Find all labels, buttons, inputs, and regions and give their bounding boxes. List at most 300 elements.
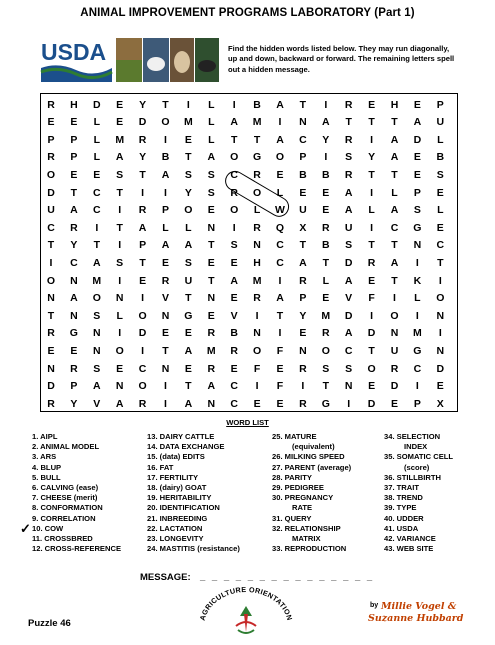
grid-letter[interactable]: A bbox=[70, 292, 78, 305]
grid-letter[interactable]: N bbox=[207, 292, 216, 305]
grid-letter[interactable]: P bbox=[413, 397, 421, 410]
grid-letter[interactable]: I bbox=[370, 133, 374, 146]
grid-letter[interactable]: I bbox=[186, 98, 190, 111]
grid-letter[interactable]: F bbox=[368, 292, 375, 305]
grid-letter[interactable]: D bbox=[413, 133, 422, 146]
grid-letter[interactable]: E bbox=[207, 309, 215, 322]
grid-letter[interactable]: I bbox=[278, 116, 282, 129]
grid-letter[interactable]: A bbox=[344, 204, 353, 217]
grid-letter[interactable]: I bbox=[438, 274, 442, 287]
grid-letter[interactable]: S bbox=[345, 362, 353, 375]
grid-letter[interactable]: A bbox=[207, 151, 216, 164]
grid-letter[interactable]: I bbox=[415, 309, 419, 322]
grid-letter[interactable]: X bbox=[299, 221, 307, 234]
grid-letter[interactable]: C bbox=[70, 256, 78, 269]
grid-letter[interactable]: I bbox=[118, 239, 122, 252]
grid-letter[interactable]: E bbox=[139, 274, 147, 287]
grid-letter[interactable]: R bbox=[47, 327, 55, 340]
grid-letter[interactable]: V bbox=[93, 397, 101, 410]
grid-letter[interactable]: G bbox=[413, 221, 422, 234]
grid-letter[interactable]: R bbox=[322, 221, 330, 234]
grid-letter[interactable]: R bbox=[207, 362, 216, 375]
grid-letter[interactable]: U bbox=[436, 116, 445, 129]
grid-letter[interactable]: S bbox=[116, 256, 124, 269]
grid-letter[interactable]: B bbox=[322, 168, 330, 181]
grid-letter[interactable]: U bbox=[299, 204, 307, 217]
grid-letter[interactable]: C bbox=[47, 221, 55, 234]
grid-letter[interactable]: N bbox=[436, 344, 445, 357]
grid-letter[interactable]: O bbox=[138, 380, 147, 393]
grid-letter[interactable]: M bbox=[252, 116, 262, 129]
grid-letter[interactable]: M bbox=[115, 133, 125, 146]
grid-letter[interactable]: Y bbox=[139, 98, 147, 111]
grid-letter[interactable]: I bbox=[438, 327, 442, 340]
grid-letter[interactable]: U bbox=[47, 204, 55, 217]
grid-letter[interactable]: R bbox=[299, 362, 307, 375]
grid-letter[interactable]: A bbox=[70, 204, 78, 217]
grid-letter[interactable]: L bbox=[162, 221, 169, 234]
grid-letter[interactable]: C bbox=[93, 204, 101, 217]
grid-letter[interactable]: B bbox=[436, 151, 445, 164]
grid-letter[interactable]: L bbox=[208, 116, 215, 129]
grid-letter[interactable]: I bbox=[141, 186, 145, 199]
grid-letter[interactable]: I bbox=[118, 327, 122, 340]
grid-letter[interactable]: E bbox=[276, 168, 284, 181]
grid-letter[interactable]: P bbox=[70, 380, 78, 393]
message-blanks[interactable]: _ _ _ _ _ _ _ _ _ _ _ _ _ _ _ bbox=[200, 572, 375, 583]
grid-letter[interactable]: Y bbox=[322, 133, 330, 146]
grid-letter[interactable]: I bbox=[370, 309, 374, 322]
grid-letter[interactable]: R bbox=[253, 168, 261, 181]
grid-letter[interactable]: T bbox=[162, 344, 169, 357]
grid-letter[interactable]: H bbox=[390, 98, 399, 111]
grid-letter[interactable]: X bbox=[436, 397, 444, 410]
grid-letter[interactable]: M bbox=[184, 116, 193, 129]
grid-letter[interactable]: C bbox=[230, 168, 238, 181]
grid-letter[interactable]: E bbox=[161, 327, 169, 340]
grid-letter[interactable]: L bbox=[93, 151, 100, 164]
grid-letter[interactable]: L bbox=[391, 186, 398, 199]
grid-letter[interactable]: S bbox=[230, 239, 238, 252]
grid-letter[interactable]: R bbox=[367, 256, 376, 269]
grid-letter[interactable]: E bbox=[230, 256, 238, 269]
grid-letter[interactable]: R bbox=[253, 221, 261, 234]
grid-letter[interactable]: S bbox=[436, 168, 444, 181]
grid-letter[interactable]: C bbox=[390, 221, 399, 234]
grid-letter[interactable]: A bbox=[390, 204, 399, 217]
grid-letter[interactable]: T bbox=[47, 239, 55, 252]
grid-letter[interactable]: G bbox=[184, 309, 193, 322]
grid-letter[interactable]: N bbox=[93, 344, 101, 357]
grid-letter[interactable]: F bbox=[276, 344, 284, 357]
grid-letter[interactable]: E bbox=[184, 362, 192, 375]
grid-letter[interactable]: R bbox=[344, 168, 353, 181]
grid-letter[interactable]: N bbox=[207, 221, 216, 234]
grid-letter[interactable]: S bbox=[93, 362, 101, 375]
grid-letter[interactable]: A bbox=[184, 344, 193, 357]
grid-letter[interactable]: R bbox=[138, 204, 147, 217]
grid-letter[interactable]: H bbox=[253, 256, 261, 269]
grid-letter[interactable]: R bbox=[161, 274, 170, 287]
grid-letter[interactable]: E bbox=[47, 116, 55, 129]
grid-letter[interactable]: I bbox=[232, 221, 236, 234]
grid-letter[interactable]: O bbox=[115, 344, 124, 357]
grid-letter[interactable]: V bbox=[161, 292, 169, 305]
grid-letter[interactable]: K bbox=[413, 274, 422, 287]
grid-letter[interactable]: N bbox=[93, 327, 101, 340]
grid-letter[interactable]: I bbox=[278, 274, 282, 287]
grid-letter[interactable]: L bbox=[276, 186, 284, 199]
grid-letter[interactable]: O bbox=[321, 344, 330, 357]
grid-letter[interactable]: C bbox=[413, 362, 422, 375]
grid-letter[interactable]: T bbox=[368, 239, 375, 252]
grid-letter[interactable]: E bbox=[230, 362, 238, 375]
grid-letter[interactable]: R bbox=[47, 151, 55, 164]
grid-letter[interactable]: T bbox=[368, 168, 375, 181]
grid-letter[interactable]: I bbox=[255, 309, 259, 322]
grid-letter[interactable]: R bbox=[230, 186, 238, 199]
grid-letter[interactable]: A bbox=[230, 274, 238, 287]
grid-letter[interactable]: O bbox=[46, 274, 56, 287]
grid-letter[interactable]: S bbox=[322, 362, 330, 375]
grid-letter[interactable]: I bbox=[370, 186, 374, 199]
grid-letter[interactable]: N bbox=[47, 292, 55, 305]
grid-letter[interactable]: S bbox=[184, 256, 192, 269]
grid-letter[interactable]: A bbox=[344, 327, 353, 340]
grid-letter[interactable]: A bbox=[138, 221, 147, 234]
grid-letter[interactable]: E bbox=[322, 186, 330, 199]
grid-letter[interactable]: T bbox=[299, 98, 307, 111]
grid-letter[interactable]: O bbox=[275, 151, 285, 164]
grid-letter[interactable]: R bbox=[47, 397, 55, 410]
grid-letter[interactable]: I bbox=[164, 397, 167, 410]
grid-letter[interactable]: P bbox=[70, 151, 78, 164]
grid-letter[interactable]: I bbox=[415, 380, 419, 393]
grid-letter[interactable]: E bbox=[413, 168, 421, 181]
grid-letter[interactable]: E bbox=[70, 344, 78, 357]
grid-letter[interactable]: D bbox=[93, 98, 101, 111]
grid-letter[interactable]: D bbox=[138, 116, 147, 129]
grid-letter[interactable]: R bbox=[344, 98, 353, 111]
grid-letter[interactable]: I bbox=[278, 327, 282, 340]
grid-letter[interactable]: Y bbox=[299, 309, 307, 322]
grid-letter[interactable]: B bbox=[299, 168, 307, 181]
grid-letter[interactable]: R bbox=[138, 397, 147, 410]
grid-letter[interactable]: A bbox=[207, 380, 216, 393]
grid-letter[interactable]: M bbox=[252, 274, 262, 287]
grid-letter[interactable]: D bbox=[390, 380, 399, 393]
grid-letter[interactable]: I bbox=[324, 151, 328, 164]
grid-letter[interactable]: T bbox=[116, 221, 123, 234]
grid-letter[interactable]: C bbox=[230, 380, 238, 393]
grid-letter[interactable]: T bbox=[47, 309, 55, 322]
grid-letter[interactable]: R bbox=[70, 221, 78, 234]
grid-letter[interactable]: N bbox=[161, 362, 170, 375]
grid-letter[interactable]: C bbox=[276, 256, 284, 269]
grid-letter[interactable]: A bbox=[115, 151, 124, 164]
grid-letter[interactable]: D bbox=[367, 327, 376, 340]
grid-letter[interactable]: I bbox=[118, 204, 122, 217]
grid-letter[interactable]: A bbox=[161, 168, 170, 181]
grid-letter[interactable]: T bbox=[391, 168, 398, 181]
grid-letter[interactable]: E bbox=[413, 98, 421, 111]
grid-letter[interactable]: L bbox=[437, 133, 444, 146]
grid-letter[interactable]: E bbox=[322, 204, 330, 217]
grid-letter[interactable]: E bbox=[230, 292, 238, 305]
grid-letter[interactable]: A bbox=[390, 256, 399, 269]
grid-letter[interactable]: A bbox=[93, 380, 101, 393]
grid-letter[interactable]: A bbox=[93, 256, 101, 269]
grid-letter[interactable]: B bbox=[230, 327, 238, 340]
grid-letter[interactable]: T bbox=[391, 274, 398, 287]
grid-letter[interactable]: I bbox=[95, 221, 99, 234]
grid-letter[interactable]: I bbox=[301, 380, 305, 393]
grid-letter[interactable]: O bbox=[138, 309, 147, 322]
grid-letter[interactable]: O bbox=[390, 309, 399, 322]
grid-letter[interactable]: P bbox=[139, 239, 147, 252]
grid-letter[interactable]: G bbox=[321, 397, 330, 410]
grid-letter[interactable]: N bbox=[344, 380, 353, 393]
grid-letter[interactable]: H bbox=[70, 98, 78, 111]
grid-letter[interactable]: U bbox=[344, 221, 353, 234]
grid-letter[interactable]: M bbox=[206, 344, 216, 357]
grid-letter[interactable]: A bbox=[344, 186, 353, 199]
grid-letter[interactable]: E bbox=[368, 380, 376, 393]
grid-letter[interactable]: C bbox=[436, 239, 445, 252]
grid-letter[interactable]: E bbox=[93, 168, 101, 181]
grid-letter[interactable]: N bbox=[115, 292, 124, 305]
grid-letter[interactable]: R bbox=[230, 344, 238, 357]
grid-letter[interactable]: I bbox=[324, 98, 328, 111]
grid-letter[interactable]: G bbox=[413, 344, 422, 357]
grid-letter[interactable]: I bbox=[415, 256, 419, 269]
grid-letter[interactable]: O bbox=[230, 151, 239, 164]
grid-letter[interactable]: Y bbox=[70, 239, 78, 252]
grid-letter[interactable]: L bbox=[208, 133, 215, 146]
grid-letter[interactable]: A bbox=[276, 292, 284, 305]
grid-letter[interactable]: N bbox=[413, 239, 422, 252]
grid-letter[interactable]: E bbox=[184, 327, 192, 340]
grid-letter[interactable]: N bbox=[299, 116, 307, 129]
grid-letter[interactable]: T bbox=[208, 274, 215, 287]
grid-letter[interactable]: Y bbox=[139, 151, 147, 164]
grid-letter[interactable]: E bbox=[276, 397, 284, 410]
grid-letter[interactable]: O bbox=[436, 292, 445, 305]
grid-letter[interactable]: S bbox=[184, 168, 192, 181]
grid-letter[interactable]: D bbox=[47, 380, 55, 393]
grid-letter[interactable]: I bbox=[118, 274, 122, 287]
grid-letter[interactable]: I bbox=[141, 292, 145, 305]
grid-letter[interactable]: P bbox=[436, 98, 444, 111]
grid-letter[interactable]: E bbox=[436, 380, 444, 393]
grid-letter[interactable]: E bbox=[299, 327, 307, 340]
grid-letter[interactable]: T bbox=[185, 292, 192, 305]
grid-letter[interactable]: N bbox=[253, 327, 261, 340]
grid-letter[interactable]: E bbox=[253, 397, 261, 410]
grid-letter[interactable]: T bbox=[185, 151, 192, 164]
grid-letter[interactable]: E bbox=[207, 204, 215, 217]
grid-letter[interactable]: A bbox=[230, 116, 238, 129]
grid-letter[interactable]: T bbox=[437, 256, 444, 269]
grid-letter[interactable]: N bbox=[299, 344, 307, 357]
grid-letter[interactable]: D bbox=[344, 256, 353, 269]
grid-letter[interactable]: P bbox=[70, 133, 78, 146]
grid-letter[interactable]: N bbox=[161, 309, 170, 322]
grid-letter[interactable]: R bbox=[70, 362, 78, 375]
grid-letter[interactable]: T bbox=[70, 186, 78, 199]
grid-letter[interactable]: A bbox=[390, 151, 399, 164]
grid-letter[interactable]: N bbox=[115, 380, 124, 393]
grid-letter[interactable]: B bbox=[322, 239, 330, 252]
grid-letter[interactable]: D bbox=[138, 327, 147, 340]
grid-letter[interactable]: I bbox=[347, 397, 351, 410]
grid-letter[interactable]: U bbox=[184, 274, 193, 287]
grid-letter[interactable]: E bbox=[368, 98, 376, 111]
grid-letter[interactable]: Q bbox=[275, 221, 285, 234]
grid-letter[interactable]: O bbox=[230, 204, 239, 217]
grid-letter[interactable]: G bbox=[253, 151, 262, 164]
grid-letter[interactable]: A bbox=[322, 116, 330, 129]
grid-letter[interactable]: I bbox=[164, 380, 167, 393]
grid-letter[interactable]: C bbox=[299, 133, 307, 146]
grid-letter[interactable]: E bbox=[436, 186, 444, 199]
grid-letter[interactable]: T bbox=[391, 239, 398, 252]
grid-letter[interactable]: O bbox=[184, 204, 193, 217]
grid-letter[interactable]: M bbox=[321, 309, 331, 322]
grid-letter[interactable]: T bbox=[322, 380, 329, 393]
grid-letter[interactable]: E bbox=[413, 151, 421, 164]
grid-letter[interactable]: R bbox=[253, 292, 261, 305]
grid-letter[interactable]: S bbox=[207, 186, 215, 199]
grid-letter[interactable]: E bbox=[161, 256, 169, 269]
grid-letter[interactable]: O bbox=[161, 116, 170, 129]
grid-letter[interactable]: V bbox=[230, 309, 238, 322]
grid-letter[interactable]: O bbox=[253, 344, 262, 357]
grid-letter[interactable]: E bbox=[116, 116, 124, 129]
grid-letter[interactable]: I bbox=[164, 186, 167, 199]
grid-letter[interactable]: R bbox=[390, 362, 399, 375]
grid-letter[interactable]: T bbox=[185, 380, 192, 393]
grid-letter[interactable]: L bbox=[414, 292, 421, 305]
grid-letter[interactable]: A bbox=[161, 239, 170, 252]
grid-letter[interactable]: S bbox=[207, 168, 215, 181]
grid-letter[interactable]: T bbox=[162, 98, 169, 111]
grid-letter[interactable]: E bbox=[322, 292, 330, 305]
grid-letter[interactable]: R bbox=[299, 397, 307, 410]
grid-letter[interactable]: E bbox=[70, 116, 78, 129]
grid-letter[interactable]: T bbox=[345, 116, 352, 129]
grid-letter[interactable]: E bbox=[116, 362, 124, 375]
grid-letter[interactable]: N bbox=[47, 362, 55, 375]
grid-letter[interactable]: N bbox=[390, 327, 399, 340]
grid-letter[interactable]: R bbox=[138, 133, 147, 146]
grid-letter[interactable]: A bbox=[276, 98, 284, 111]
grid-letter[interactable]: O bbox=[92, 292, 101, 305]
grid-letter[interactable]: E bbox=[47, 344, 55, 357]
grid-letter[interactable]: C bbox=[93, 186, 101, 199]
grid-letter[interactable]: N bbox=[70, 309, 78, 322]
grid-letter[interactable]: A bbox=[413, 116, 422, 129]
grid-letter[interactable]: I bbox=[255, 380, 259, 393]
grid-letter[interactable]: A bbox=[299, 256, 307, 269]
grid-letter[interactable]: F bbox=[276, 380, 284, 393]
grid-letter[interactable]: T bbox=[139, 256, 146, 269]
grid-letter[interactable]: E bbox=[436, 221, 444, 234]
grid-letter[interactable]: N bbox=[436, 309, 445, 322]
grid-letter[interactable]: T bbox=[208, 239, 215, 252]
grid-letter[interactable]: I bbox=[370, 221, 374, 234]
grid-letter[interactable]: P bbox=[413, 186, 421, 199]
grid-letter[interactable]: E bbox=[184, 133, 192, 146]
grid-letter[interactable]: C bbox=[344, 344, 353, 357]
grid-letter[interactable]: T bbox=[139, 168, 146, 181]
grid-letter[interactable]: V bbox=[345, 292, 353, 305]
grid-letter[interactable]: T bbox=[253, 133, 261, 146]
grid-letter[interactable]: S bbox=[345, 239, 353, 252]
grid-letter[interactable]: R bbox=[322, 327, 330, 340]
grid-letter[interactable]: M bbox=[92, 274, 102, 287]
grid-letter[interactable]: E bbox=[70, 168, 78, 181]
grid-letter[interactable]: O bbox=[367, 362, 376, 375]
grid-letter[interactable]: O bbox=[46, 168, 56, 181]
grid-letter[interactable]: D bbox=[47, 186, 55, 199]
grid-letter[interactable]: C bbox=[138, 362, 147, 375]
grid-letter[interactable]: I bbox=[232, 98, 236, 111]
grid-letter[interactable]: Y bbox=[184, 186, 192, 199]
grid-letter[interactable]: U bbox=[390, 344, 399, 357]
grid-letter[interactable]: L bbox=[93, 116, 100, 129]
grid-letter[interactable]: T bbox=[368, 344, 375, 357]
grid-letter[interactable]: B bbox=[253, 98, 261, 111]
grid-letter[interactable]: T bbox=[299, 239, 307, 252]
grid-letter[interactable]: D bbox=[436, 362, 445, 375]
grid-letter[interactable]: I bbox=[141, 344, 145, 357]
grid-letter[interactable]: L bbox=[116, 309, 123, 322]
grid-letter[interactable]: T bbox=[116, 186, 123, 199]
grid-letter[interactable]: L bbox=[253, 204, 261, 217]
grid-letter[interactable]: E bbox=[368, 274, 376, 287]
grid-letter[interactable]: R bbox=[47, 98, 55, 111]
grid-letter[interactable]: P bbox=[161, 204, 169, 217]
grid-letter[interactable]: I bbox=[393, 292, 396, 305]
grid-letter[interactable]: T bbox=[93, 239, 100, 252]
grid-letter[interactable]: R bbox=[299, 274, 307, 287]
grid-letter[interactable]: F bbox=[253, 362, 261, 375]
grid-letter[interactable]: T bbox=[322, 256, 329, 269]
grid-letter[interactable]: N bbox=[253, 239, 261, 252]
grid-letter[interactable]: Y bbox=[368, 151, 376, 164]
grid-letter[interactable]: A bbox=[390, 133, 399, 146]
grid-letter[interactable]: A bbox=[344, 274, 353, 287]
grid-letter[interactable]: E bbox=[276, 362, 284, 375]
grid-letter[interactable]: S bbox=[93, 309, 101, 322]
grid-letter[interactable]: S bbox=[345, 151, 353, 164]
grid-letter[interactable]: A bbox=[184, 397, 193, 410]
grid-letter[interactable]: I bbox=[49, 256, 53, 269]
grid-letter[interactable]: L bbox=[93, 133, 100, 146]
grid-letter[interactable]: E bbox=[207, 256, 215, 269]
grid-letter[interactable]: L bbox=[208, 98, 215, 111]
grid-letter[interactable]: N bbox=[70, 274, 78, 287]
grid-letter[interactable]: P bbox=[47, 133, 55, 146]
grid-letter[interactable]: R bbox=[207, 327, 216, 340]
grid-letter[interactable]: W bbox=[275, 204, 285, 217]
grid-letter[interactable]: L bbox=[437, 204, 444, 217]
grid-letter[interactable]: P bbox=[299, 151, 307, 164]
grid-letter[interactable]: A bbox=[276, 133, 284, 146]
grid-letter[interactable]: C bbox=[276, 239, 284, 252]
grid-letter[interactable]: T bbox=[391, 116, 398, 129]
